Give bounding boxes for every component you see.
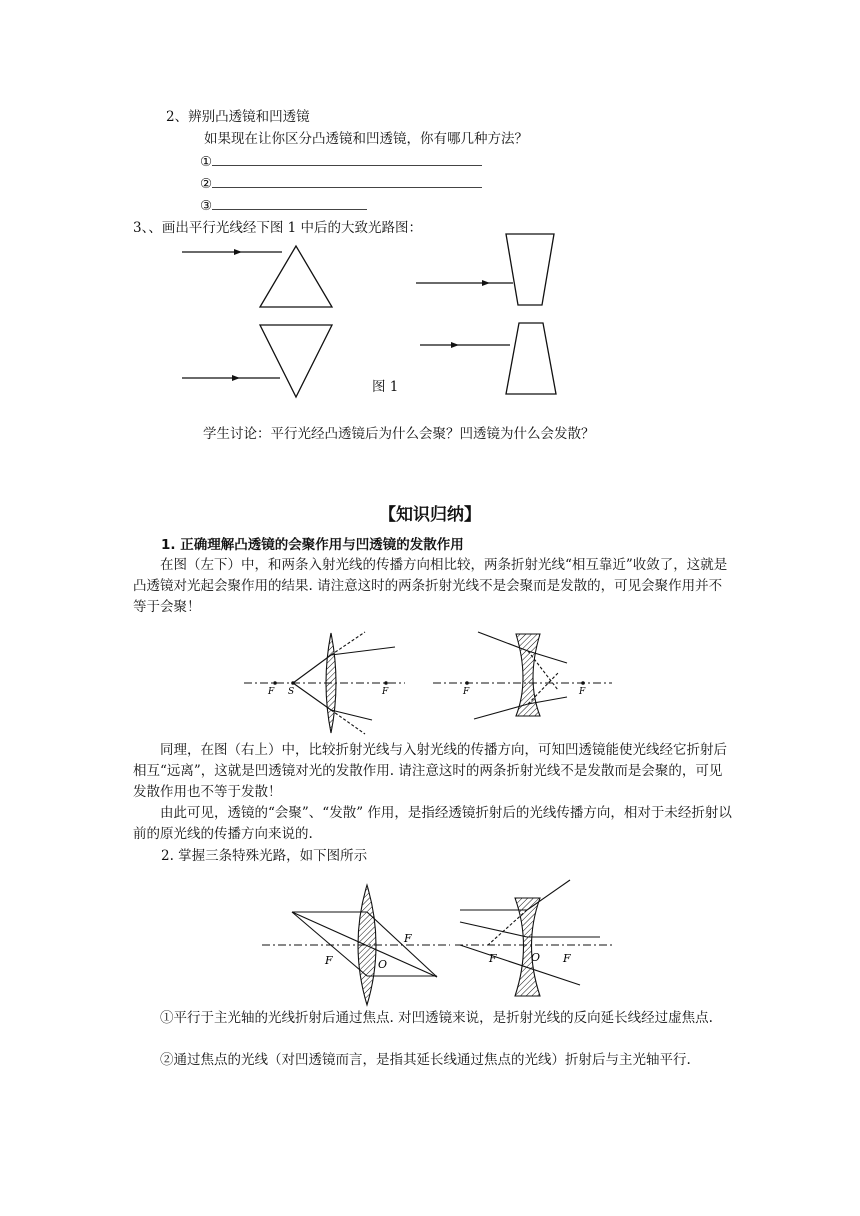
label-f-d: F [563,952,571,965]
label-s: S [288,687,295,697]
label-f-a: F [404,932,412,945]
label-f2-left: F [463,687,470,697]
label-f-c: F [489,952,497,965]
discussion-text: 学生讨论：平行光经凸透镜后为什么会聚？凹透镜为什么会发散？ [203,426,595,442]
option-marker: ① [200,154,213,170]
item1-para3: 由此可见，透镜的“会聚”、“发散” 作用，是指经透镜折射后的光线传播方向，相对于未经折射以前的原光线的传播方向来说的. [133,805,732,842]
summary-heading: 【知识归纳】 [379,505,481,525]
label-o-b: O [531,951,541,964]
item1-para2: 同理，在图（右上）中，比较折射光线与入射光线的传播方向，可知凹透镜能使光线经它折射后相互“远离”，这就是凹透镜对光的发散作用. 请注意这时的两条折射光线不是发散而是会聚的，可见发散作用也不等于发散！ [133,742,727,800]
option-marker: ③ [200,198,213,214]
section2-question: 如果现在让你区分凸透镜和凹透镜，你有哪几种方法？ [204,131,528,147]
section3-title: 3、、画出平行光线经下图 1 中后的大致光路图： [133,220,423,236]
item1-title: 1. 正确理解凸透镜的会聚作用与凹透镜的发散作用 [161,537,464,553]
label-o-a: O [378,958,388,971]
item2-title: 2. 掌握三条特殊光路，如下图所示 [161,848,368,864]
item1-para1: 在图（左下）中，和两条入射光线的传播方向相比较，两条折射光线“相互靠近”收敛了，这就是凸透镜对光起会聚作用的结果. 请注意这时的两条折射光线不是会聚而是发散的，可见会聚作用并不等于会聚！ [133,557,728,615]
label-f-b: F [325,954,333,967]
rule-1: ①平行于主光轴的光线折射后通过焦点. 对凹透镜来说，是折射光线的反向延长线经过虚焦点. [160,1010,713,1026]
convex-lens-2 [358,885,376,1005]
option-marker: ② [200,176,213,192]
figure-1-label: 图 1 [372,379,399,395]
label-f-right: F [382,687,389,697]
section2-title: 2、辨别凸透镜和凹透镜 [166,109,310,125]
rule-2: ②通过焦点的光线（对凹透镜而言，是指其延长线通过焦点的光线）折射后与主光轴平行. [160,1052,691,1068]
label-f-left: F [268,687,275,697]
label-f2-right: F [579,687,586,697]
concave-lens-2 [515,898,540,996]
